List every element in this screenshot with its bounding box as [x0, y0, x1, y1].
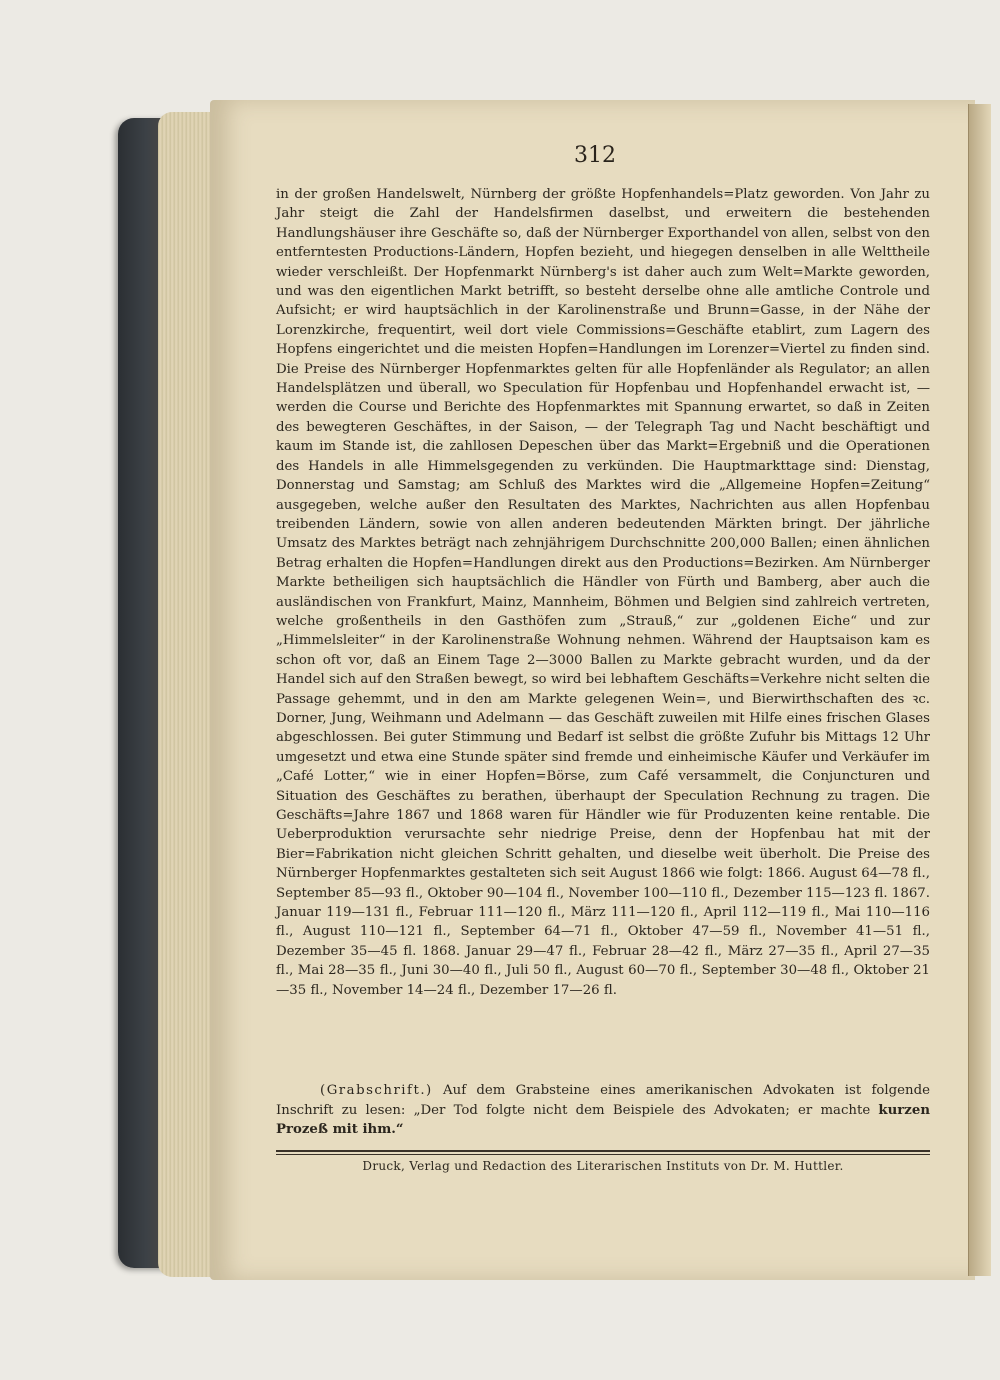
epitaph-text: Auf dem Grabsteine eines amerikanischen Advokaten ist folgende Inschrift zu lesen: „Der Tod folgte nicht dem Beispiele des Advokaten; er machte	[276, 1083, 930, 1118]
facing-page-edge	[968, 104, 991, 1276]
footer-rule-thick	[276, 1150, 930, 1152]
page-number: 312	[574, 143, 616, 168]
imprint-line: Druck, Verlag und Redaction des Literarischen Instituts von Dr. M. Huttler.	[362, 1159, 844, 1173]
epitaph-heading: (Grabschrift.)	[320, 1083, 433, 1098]
epitaph-punchline: kurzen Prozeß mit ihm.“	[276, 1102, 930, 1138]
epitaph-paragraph	[276, 1081, 930, 1140]
body-text: in der großen Handelswelt, Nürnberg der größte Hopfenhandels=Platz geworden. Von Jahr zu Jahr steigt die Zahl der Handelsfirmen daselbst, und erweitern die bestehenden Handlungshäuser ihre Geschäfte so, daß der Nürnberger Exporthandel von allen, selbst von den entferntesten Productions-Ländern, Hopfen bezieht, und hiegegen denselben in alle Welttheile wieder verschleißt. Der Hopfenmarkt Nürnberg's ist daher auch zum Welt=Markte geworden, und was den eigentlichen Markt betrifft, so besteht derselbe ohne alle amtliche Controle und Aufsicht; er wird hauptsächlich in der Karolinenstraße und Brunn=Gasse, in der Nähe der Lorenzkirche, frequentirt, weil dort viele Commissions=Geschäfte etablirt, zum Lagern des Hopfens eingerichtet und die meisten Hopfen=Handlungen im Lorenzer=Viertel zu finden sind. Die Preise des Nürnberger Hopfenmarktes gelten für alle Hopfenländer als Regulator; an allen Handelsplätzen und überall, wo Speculation für Hopfenbau und Hopfenhandel erwacht ist, — werden die Course und Berichte des Hopfenmarktes mit Spannung erwartet, so daß in Zeiten des bewegteren Geschäftes, in der Saison, — der Telegraph Tag und Nacht beschäftigt und kaum im Stande ist, die zahllosen Depeschen über das Markt=Ergebniß und die Operationen des Handels in alle Himmelsgegenden zu verkünden. Die Hauptmarkttage sind: Dienstag, Donnerstag und Samstag; am Schluß des Marktes wird die „Allgemeine Hopfen=Zeitung“ ausgegeben, welche außer den Resultaten des Marktes, Nachrichten aus allen Hopfenbau treibenden Ländern, sowie von allen anderen bedeutenden Märkten bringt. Der jährliche Umsatz des Marktes beträgt nach zehnjährigem Durchschnitte 200,000 Ballen; einen ähnlichen Betrag erhalten die Hopfen=Handlungen direkt aus den Productions=Bezirken. Am Nürnberger Markte betheiligen sich hauptsächlich die Händler von Fürth und Bamberg, aber auch die ausländischen von Frankfurt, Mainz, Mannheim, Böhmen und Belgien sind zahlreich vertreten, welche großentheils in den Gasthöfen zum „Strauß,“ zur „goldenen Eiche“ und zur „Himmelsleiter“ in der Karolinenstraße Wohnung nehmen. Während der Hauptsaison kam es schon oft vor, daß an Einem Tage 2—3000 Ballen zu Markte gebracht wurden, und da der Handel sich auf den Straßen bewegt, so wird bei lebhaftem Geschäfts=Verkehre nicht selten die Passage gehemmt, und in den am Markte gelegenen Wein=, und Bierwirthschaften des ꝛc. Dorner, Jung, Weihmann und Adelmann — das Geschäft zuweilen mit Hilfe eines frischen Glases abgeschlossen. Bei guter Stimmung und Bedarf ist selbst die größte Zufuhr bis Mittags 12 Uhr umgesetzt und etwa eine Stunde später sind fremde und einheimische Käufer und Verkäufer im „Café Lotter,“ wie in einer Hopfen=Börse, zum Café versammelt, die Conjuncturen und Situation des Geschäftes zu berathen, überhaupt der Speculation Rechnung zu tragen. Die Geschäfts=Jahre 1867 und 1868 waren für Händler wie für Produzenten keine rentable. Die Ueberproduktion verursachte sehr niedrige Preise, denn der Hopfenbau hat mit der Bier=Fabrikation nicht gleichen Schritt gehalten, und dieselbe weit überholt. Die Preise des Nürnberger Hopfenmarktes gestalteten sich seit August 1866 wie folgt: 1866. August 64—78 fl., September 85—93 fl., Oktober 90—104 fl., November 100—110 fl., Dezember 115—123 fl. 1867. Januar 119—131 fl., Februar 111—120 fl., März 111—120 fl., April 112—119 fl., Mai 110—116 fl., August 110—121 fl., September 64—71 fl., Oktober 47—59 fl., November 41—51 fl., Dezember 35—45 fl. 1868. Januar 29—47 fl., Februar 28—42 fl., März 27—35 fl., April 27—35 fl., Mai 28—35 fl., Juni 30—40 fl., Juli 50 fl., August 60—70 fl., September 30—48 fl., Oktober 21—35 fl., November 14—24 fl., Dezember 17—26 fl.	[276, 187, 930, 998]
footer-rule-thin	[276, 1154, 930, 1155]
